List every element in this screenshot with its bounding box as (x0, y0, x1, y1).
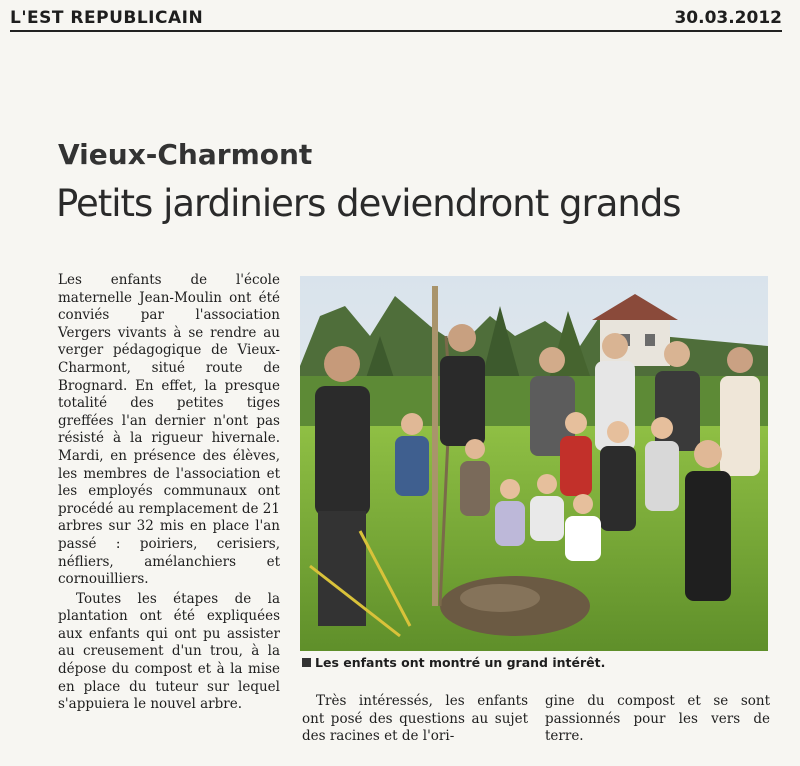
article-column-2: Très intéressés, les enfants ont posé des questions au sujet des racines et de l'ori- (302, 693, 528, 745)
article-column-1 (58, 272, 280, 714)
caption-text: Les enfants ont montré un grand intérêt. (315, 655, 606, 670)
newspaper-name: L'EST REPUBLICAIN (10, 8, 204, 28)
caption-bullet-icon (302, 658, 311, 667)
masthead (10, 8, 782, 32)
article-paragraph-1: Les enfants de l'école maternelle Jean-Moulin ont été conviés par l'association Vergers vivants à se rendre au verger pédagogique de Vieux-Charmont, situé route de Brognard. En effet, la presque totalité des petites tiges greffées l'an dernier n'ont pas résisté à la rigueur hivernale. Mardi, en présence des élèves, les membres de l'association et les employés communaux ont procédé au remplacement de 21 arbres sur 32 mis en place l'an passé : poiriers, cerisiers, néfliers, amélanchiers et cornouilliers. (58, 272, 280, 588)
article-photo (300, 276, 768, 651)
article-headline: Petits jardiniers deviendront grands (56, 182, 681, 225)
article-paragraph-2: Toutes les étapes de la plantation ont été expliquées aux enfants qui ont pu assister au creusement d'un trou, à la dépose du compost et à la mise en place du tuteur sur lequel s'appuiera le nouvel arbre. (58, 590, 280, 713)
article-column-3: gine du compost et se sont passionnés pour les vers de terre. (545, 693, 770, 745)
article-kicker: Vieux-Charmont (58, 138, 313, 171)
photo-illustration (300, 276, 768, 651)
photo-caption (302, 655, 768, 670)
publication-date: 30.03.2012 (674, 8, 782, 28)
